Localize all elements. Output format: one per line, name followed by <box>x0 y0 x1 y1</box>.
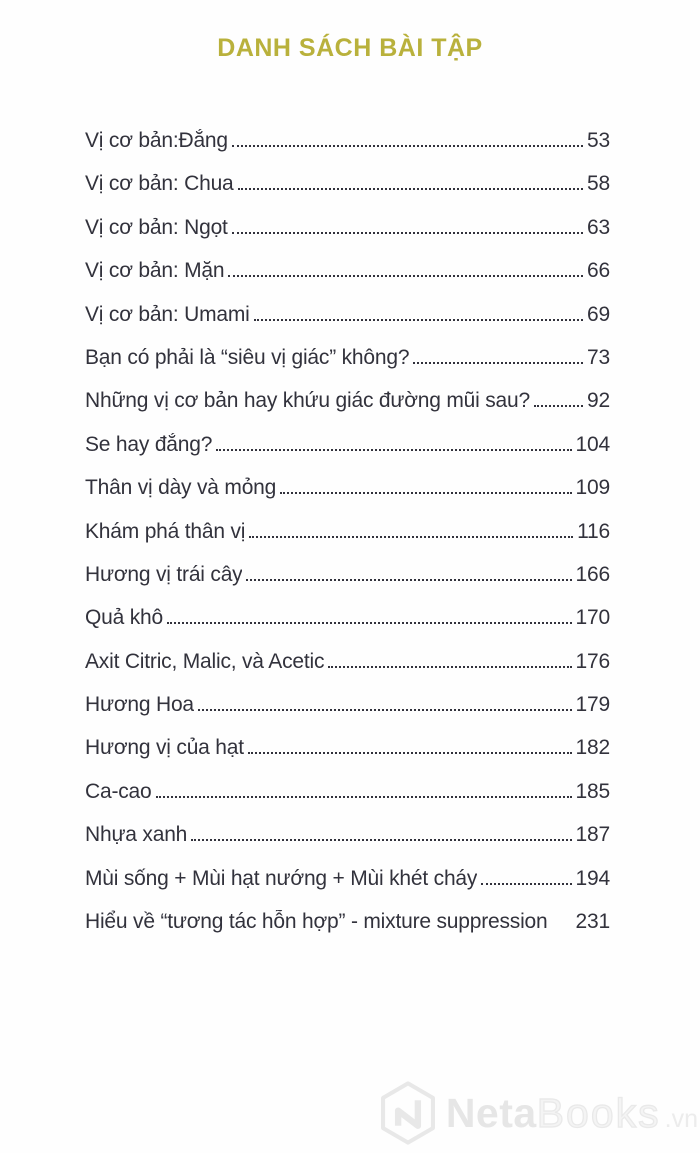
dot-leader <box>481 883 571 885</box>
netabooks-watermark <box>379 1081 698 1145</box>
toc-entry-label: Se hay đắng? <box>85 432 213 456</box>
dot-leader <box>246 579 571 581</box>
dot-leader <box>413 362 583 364</box>
toc-row <box>85 389 610 413</box>
dot-leader <box>216 449 571 451</box>
toc-entry-label: Vị cơ bản: Umami <box>85 302 250 326</box>
toc-row <box>85 303 610 327</box>
toc-entry-page: 170 <box>575 606 610 630</box>
toc-entry-page: 69 <box>587 302 610 326</box>
toc-entry-label: Mùi sống + Mùi hạt nướng + Mùi khét cháy <box>85 866 478 890</box>
dot-leader <box>249 536 573 538</box>
toc-row <box>85 563 610 587</box>
dot-leader <box>534 405 583 407</box>
watermark-tld: .vn <box>664 1104 698 1133</box>
toc-entry-page: 179 <box>575 693 610 717</box>
toc-entry-page: 58 <box>587 172 610 196</box>
dot-leader <box>254 319 583 321</box>
hexagon-n-logo-icon <box>379 1081 437 1145</box>
toc-row <box>85 172 610 196</box>
toc-row <box>85 867 610 891</box>
dot-leader <box>328 666 571 668</box>
toc-row <box>85 910 610 934</box>
toc-entry-page: 182 <box>575 736 610 760</box>
toc-entry-page: 53 <box>587 129 610 152</box>
toc-row <box>85 823 610 847</box>
toc-entry-label: Hương Hoa <box>85 693 194 717</box>
toc-entry-label: Nhựa xanh <box>85 823 188 847</box>
toc-entry-page: 185 <box>575 779 610 803</box>
toc-row <box>85 346 610 370</box>
toc-entry-label: Thân vị dày và mỏng <box>85 476 277 500</box>
toc-entry-label: Vị cơ bản: Mặn <box>85 259 225 283</box>
toc-entry-page: 109 <box>575 476 610 500</box>
toc-entry-label: Vị cơ bản: Ngọt <box>85 215 228 239</box>
toc-page <box>0 34 700 1136</box>
toc-entry-page: 116 <box>577 519 610 543</box>
toc-row <box>85 259 610 283</box>
toc-row <box>85 606 610 630</box>
dot-leader <box>248 752 572 754</box>
toc-entry-label: Quả khô <box>85 606 163 630</box>
watermark-wordmark <box>446 1090 698 1137</box>
dot-leader <box>232 145 583 147</box>
toc-entry-page: 66 <box>587 259 610 283</box>
toc-entry-label: Hương vị của hạt <box>85 736 244 760</box>
toc-entry-label: Hương vị trái cây <box>85 562 243 586</box>
toc-entry-page: 194 <box>575 866 610 890</box>
toc-entry-page: 176 <box>575 649 610 673</box>
toc-entry-page: 231 <box>575 910 610 934</box>
toc-row <box>85 693 610 717</box>
dot-leader <box>191 839 571 841</box>
toc-entry-label: Vị cơ bản: Chua <box>85 172 234 196</box>
watermark-brand-books: Books <box>536 1089 661 1136</box>
toc-row <box>85 216 610 240</box>
page-title: DANH SÁCH BÀI TẬP <box>217 34 483 62</box>
dot-leader <box>232 232 583 234</box>
toc-row <box>85 129 610 153</box>
toc-list <box>85 129 610 934</box>
watermark-brand-neta: Neta <box>445 1089 537 1136</box>
dot-leader <box>280 492 571 494</box>
toc-entry-page: 73 <box>587 345 610 369</box>
toc-row <box>85 736 610 760</box>
dot-leader <box>167 622 572 624</box>
dot-leader <box>228 275 583 277</box>
toc-row <box>85 520 610 544</box>
dot-leader <box>238 188 584 190</box>
toc-row <box>85 433 610 457</box>
toc-entry-page: 187 <box>575 823 610 847</box>
toc-entry-label: Axit Citric, Malic, và Acetic <box>85 649 325 673</box>
toc-entry-label: Vị cơ bản:Đắng <box>85 129 228 152</box>
toc-entry-page: 63 <box>587 215 610 239</box>
toc-entry-label: Khám phá thân vị <box>85 519 246 543</box>
dot-leader <box>198 709 572 711</box>
toc-row <box>85 650 610 674</box>
toc-entry-page: 166 <box>575 562 610 586</box>
toc-entry-label: Ca-cao <box>85 779 152 803</box>
toc-row <box>85 780 610 804</box>
toc-row <box>85 476 610 500</box>
toc-entry-label: Hiểu về “tương tác hỗn hợp” - mixture suppression <box>85 910 548 934</box>
toc-entry-page: 92 <box>587 389 610 413</box>
dot-leader <box>156 796 572 798</box>
toc-entry-page: 104 <box>575 432 610 456</box>
toc-entry-label: Những vị cơ bản hay khứu giác đường mũi sau? <box>85 389 530 413</box>
toc-entry-label: Bạn có phải là “siêu vị giác” không? <box>85 345 410 369</box>
